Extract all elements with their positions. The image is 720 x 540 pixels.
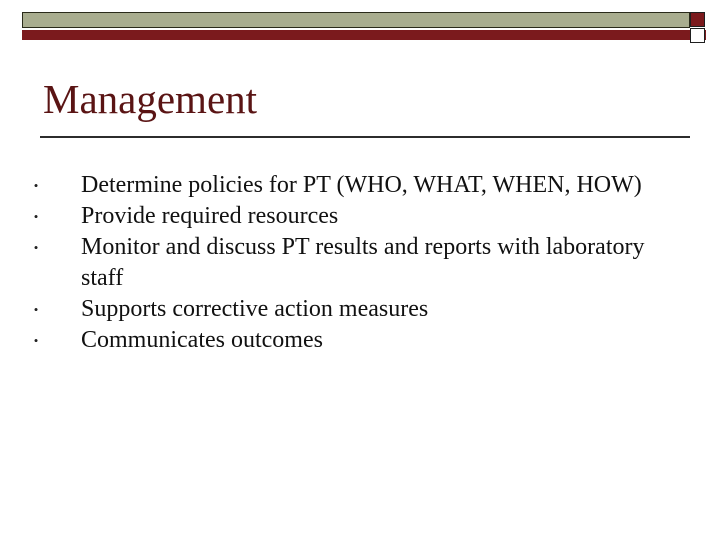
bullet-text: Determine policies for PT (WHO, WHAT, WHEN, HOW) xyxy=(81,172,642,198)
bullet-dot-icon: • xyxy=(33,302,39,317)
bullet-item xyxy=(30,325,660,356)
bullet-item xyxy=(30,201,660,232)
title-divider xyxy=(40,136,690,138)
bullet-text: Provide required resources xyxy=(81,203,339,229)
bullet-text: Supports corrective action measures xyxy=(81,296,429,322)
header-band xyxy=(22,12,690,28)
bullet-dot-icon: • xyxy=(33,209,39,224)
corner-square-outline-icon xyxy=(690,28,705,43)
bullet-dot-icon: • xyxy=(33,178,39,193)
corner-square-filled-icon xyxy=(690,12,705,27)
bullet-text: Monitor and discuss PT results and reports with laboratory staff xyxy=(81,234,645,291)
bullet-item xyxy=(30,294,660,325)
bullet-item xyxy=(30,170,660,201)
header-accent-line xyxy=(22,30,706,40)
bullet-dot-icon: • xyxy=(33,333,39,348)
slide-title: Management xyxy=(43,76,258,122)
bullet-list xyxy=(30,170,660,356)
bullet-text: Communicates outcomes xyxy=(81,327,323,353)
bullet-item xyxy=(30,232,660,294)
bullet-dot-icon: • xyxy=(33,240,39,255)
